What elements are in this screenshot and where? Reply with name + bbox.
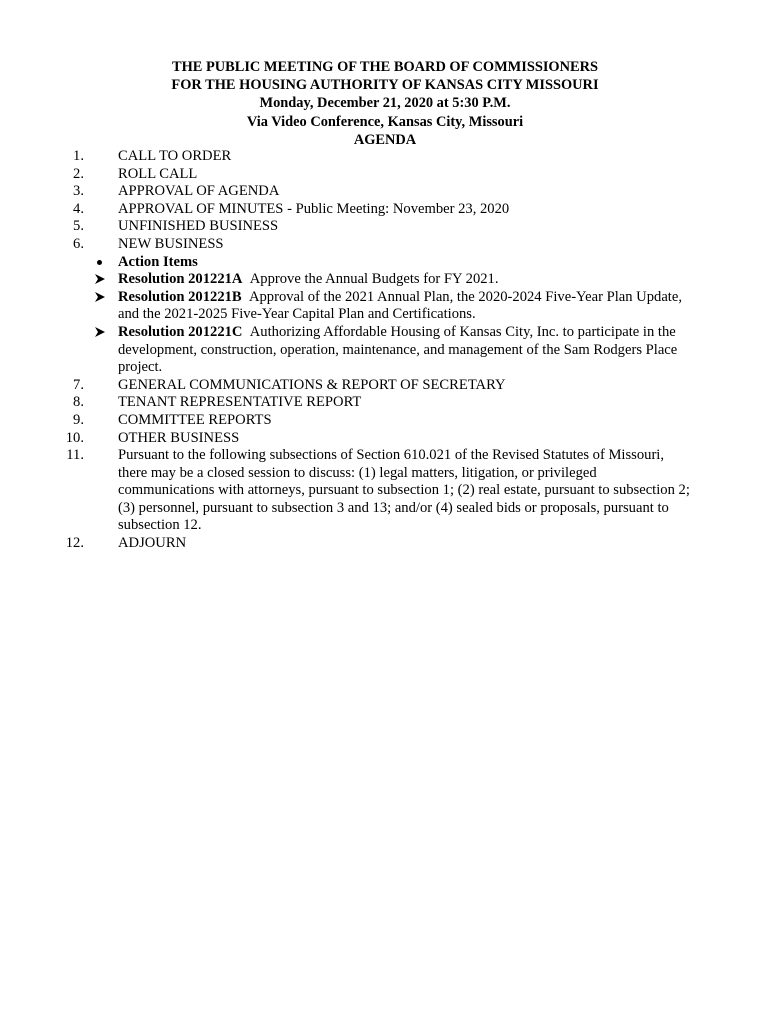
agenda-header — [0, 58, 770, 149]
agenda-item-text: Pursuant to the following subsections of Section 610.021 of the Revised Statutes of Missouri, there may be a closed session to discuss: (1) legal matters, litigation, or privileged communications with attorneys, pursuant to subsection 1; (2) real estate, pursuant to subsection 2; (3) personnel, pursuant to subsection 3 and 13; and/or (4) sealed bids or proposals, pursuant to subsection 12. — [118, 447, 690, 534]
agenda-item — [0, 166, 694, 184]
agenda-item-text: CALL TO ORDER — [118, 148, 232, 164]
agenda-item-number: 9. — [73, 411, 84, 428]
agenda-item — [0, 430, 694, 448]
agenda-item-number: 4. — [73, 200, 84, 217]
agenda-item-text: UNFINISHED BUSINESS — [118, 218, 279, 235]
agenda-item-text: TENANT REPRESENTATIVE REPORT — [118, 394, 362, 411]
agenda-item — [0, 535, 694, 553]
resolution-id: Resolution 201221C — [118, 323, 243, 340]
agenda-item-number: 7. — [73, 376, 84, 393]
resolution-item — [0, 271, 694, 289]
agenda-item-number: 3. — [73, 183, 84, 200]
header-title-line-1: THE PUBLIC MEETING OF THE BOARD OF COMMISSIONERS — [171, 59, 599, 75]
arrow-bullet-icon — [94, 291, 106, 303]
agenda-item — [0, 148, 694, 166]
agenda-item-text: APPROVAL OF AGENDA — [118, 183, 280, 200]
agenda-item-number: 5. — [73, 218, 84, 235]
agenda-item-number: 6. — [73, 235, 84, 252]
agenda-item-number: 2. — [73, 165, 84, 182]
header-meeting-location: Via Video Conference, Kansas City, Missouri — [246, 113, 524, 130]
agenda-item — [0, 218, 694, 236]
action-items-heading: Action Items — [118, 253, 198, 270]
agenda-item — [0, 412, 694, 430]
agenda-item-number: 12. — [65, 535, 84, 552]
agenda-item-text: APPROVAL OF MINUTES - Public Meeting: November 23, 2020 — [118, 200, 510, 217]
agenda-item — [0, 236, 694, 254]
resolution-item — [0, 289, 694, 324]
resolution-id: Resolution 201221A — [118, 271, 243, 288]
resolution-text: Approve the Annual Budgets for FY 2021. — [249, 271, 499, 288]
agenda-item-text: NEW BUSINESS — [118, 235, 224, 252]
agenda-item-text: ROLL CALL — [118, 165, 198, 182]
agenda-item — [0, 394, 694, 412]
agenda-item-text: COMMITTEE REPORTS — [118, 411, 272, 428]
arrow-bullet-icon — [94, 273, 106, 285]
arrow-bullet-icon — [94, 326, 106, 338]
resolution-text: Approval of the 2021 Annual Plan, the 2020-2024 Five-Year Plan Update, and the 2021-2025 Five-Year Capital Plan and Certifications. — [118, 288, 682, 323]
resolution-id: Resolution 201221B — [118, 288, 242, 305]
bullet-dot-icon — [97, 260, 102, 265]
action-items-heading-row — [0, 254, 694, 272]
agenda-item-number: 1. — [73, 148, 84, 164]
agenda-item — [0, 377, 694, 395]
header-title-line-2: FOR THE HOUSING AUTHORITY OF KANSAS CITY MISSOURI — [171, 77, 599, 94]
header-agenda-label: AGENDA — [353, 131, 417, 148]
agenda-item — [0, 201, 694, 219]
resolution-text: Authorizing Affordable Housing of Kansas City, Inc. to participate in the development, construction, operation, maintenance, and management of the Sam Rodgers Place project. — [118, 323, 678, 376]
agenda-item-text: OTHER BUSINESS — [118, 429, 240, 446]
header-meeting-date: Monday, December 21, 2020 at 5:30 P.M. — [259, 95, 511, 112]
agenda-item-number: 8. — [73, 394, 84, 411]
agenda-item-number: 10. — [65, 429, 84, 446]
resolution-item — [0, 324, 694, 377]
agenda-item-number: 11. — [66, 447, 84, 464]
agenda-item-text: GENERAL COMMUNICATIONS & REPORT OF SECRETARY — [118, 376, 506, 393]
agenda-list — [0, 148, 770, 553]
agenda-item — [0, 447, 694, 535]
agenda-item — [0, 183, 694, 201]
agenda-item-text: ADJOURN — [118, 535, 187, 552]
